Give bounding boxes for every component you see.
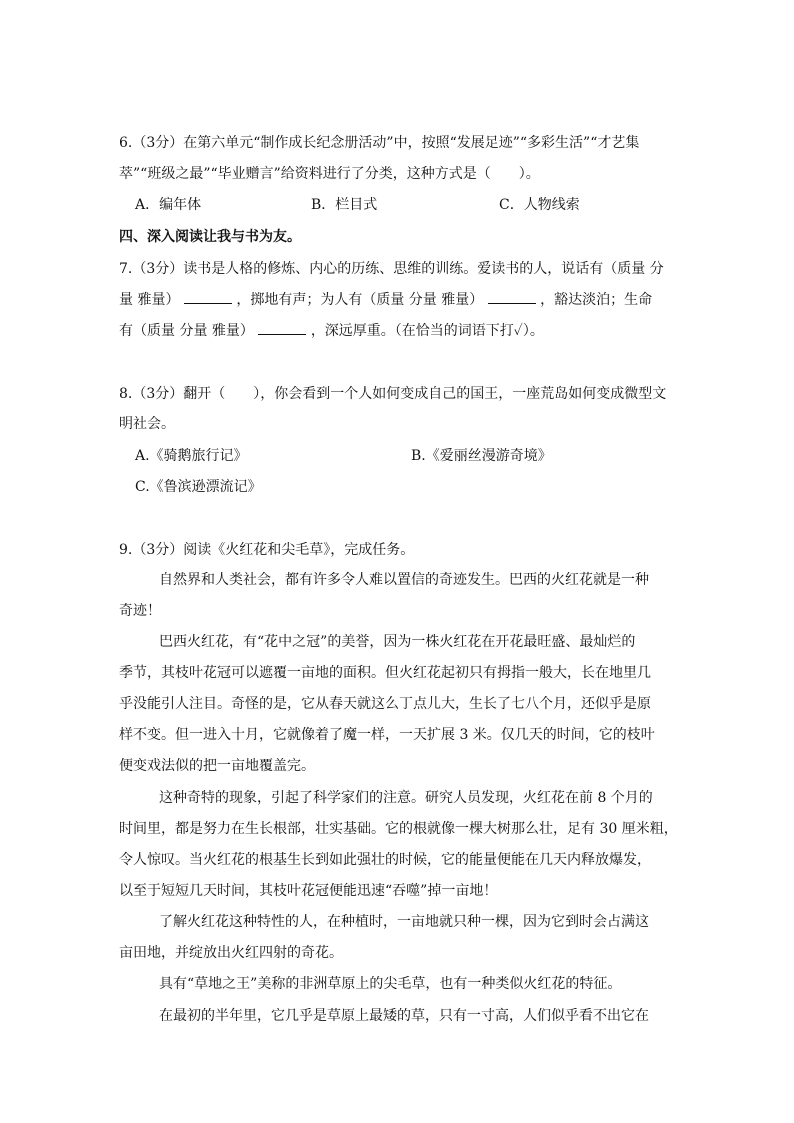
q8-option-a: A.《骑鹅旅行记》 [135, 448, 248, 464]
q6-option-c: C．人物线索 [499, 197, 580, 213]
q7-line-3-a: 有（质量 分量 雅量） [119, 323, 254, 339]
q6-option-b: B．栏目式 [311, 197, 378, 213]
q8-option-c: C.《鲁滨逊漂流记》 [135, 479, 262, 495]
passage-line: 便变戏法似的把一亩地覆盖完。 [119, 758, 315, 774]
q7-line-3 [119, 321, 544, 341]
q7-line-2-c: ，豁达淡泊；生命 [540, 292, 653, 308]
q6-option-a: A．编年体 [135, 197, 202, 213]
passage-line: 了解火红花这种特性的人，在种植时，一亩地就只种一棵，因为它到时会占满这 [159, 914, 649, 930]
passage-line: 以至于短短几天时间，其枝叶花冠便能迅速“吞噬”掉一亩地！ [119, 883, 498, 899]
q6-line-2: 萃”“班级之最”“毕业赠言”给资料进行了分类，这种方式是（ ）。 [119, 166, 540, 182]
passage-line: 在最初的半年里，它几乎是草原上最矮的草，只有一寸高，人们似乎看不出它在 [159, 1008, 649, 1024]
q9-line-1: 9.（3分）阅读《火红花和尖毛草》，完成任务。 [119, 542, 415, 558]
passage-line: 时间里，都是努力在生长根部，壮实基础。它的根就像一棵大树那么壮，足有 30 厘米粗， [119, 821, 678, 837]
section-heading: 四、深入阅读让我与书为友。 [119, 229, 301, 245]
q7-line-2-a: 量 雅量） [119, 292, 180, 308]
passage-line: 自然界和人类社会，都有许多令人难以置信的奇迹发生。巴西的火红花就是一种 [159, 572, 649, 588]
q7-line-2 [119, 290, 652, 310]
q8-line-2: 明社会。 [119, 416, 175, 432]
answer-blank-2[interactable] [488, 291, 536, 304]
answer-blank-3[interactable] [258, 322, 306, 335]
passage-line: 具有“草地之王”美称的非洲草原上的尖毛草，也有一种类似火红花的特征。 [159, 976, 622, 992]
q8-line-1: 8.（3分）翻开（ ），你会看到一个人如何变成自己的国王，一座荒岛如何变成微型文 [119, 386, 667, 402]
passage-line: 亩田地，并绽放出火红四射的奇花。 [119, 945, 343, 961]
q7-line-2-b: ，掷地有声；为人有（质量 分量 雅量） [236, 292, 484, 308]
passage-line: 这种奇特的现象，引起了科学家们的注意。研究人员发现，火红花在前 8 个月的 [159, 790, 653, 806]
q7-line-1: 7.（3分）读书是人格的修炼、内心的历练、思维的训练。爱读书的人，说话有（质量 分 [119, 261, 664, 277]
passage-line: 令人惊叹。当火红花的根基生长到如此强壮的时候，它的能量便能在几天内释放爆发， [119, 852, 651, 868]
passage-line: 奇迹！ [119, 603, 161, 619]
q6-line-1: 6.（3分）在第六单元“制作成长纪念册活动”中，按照“发展足迹”“多彩生活”“才艺集 [119, 135, 640, 151]
passage-line: 季节，其枝叶花冠可以遮覆一亩地的面积。但火红花起初只有拇指一般大，长在地里几 [119, 665, 651, 681]
passage-line: 乎没能引人注目。奇怪的是，它从春天就这么丁点儿大，生长了七八个月，还似乎是原 [119, 696, 651, 712]
q7-line-3-b: ，深远厚重。（在恰当的词语下打✓）。 [310, 323, 544, 339]
passage-line: 样不变。但一进入十月，它就像着了魔一样，一天扩展 3 米。仅几天的时间，它的枝叶 [119, 727, 655, 743]
answer-blank-1[interactable] [184, 291, 232, 304]
passage-line: 巴西火红花，有“花中之冠”的美誉，因为一株火红花在开花最旺盛、最灿烂的 [159, 634, 636, 650]
q8-option-b: B.《爱丽丝漫游奇境》 [411, 448, 552, 464]
